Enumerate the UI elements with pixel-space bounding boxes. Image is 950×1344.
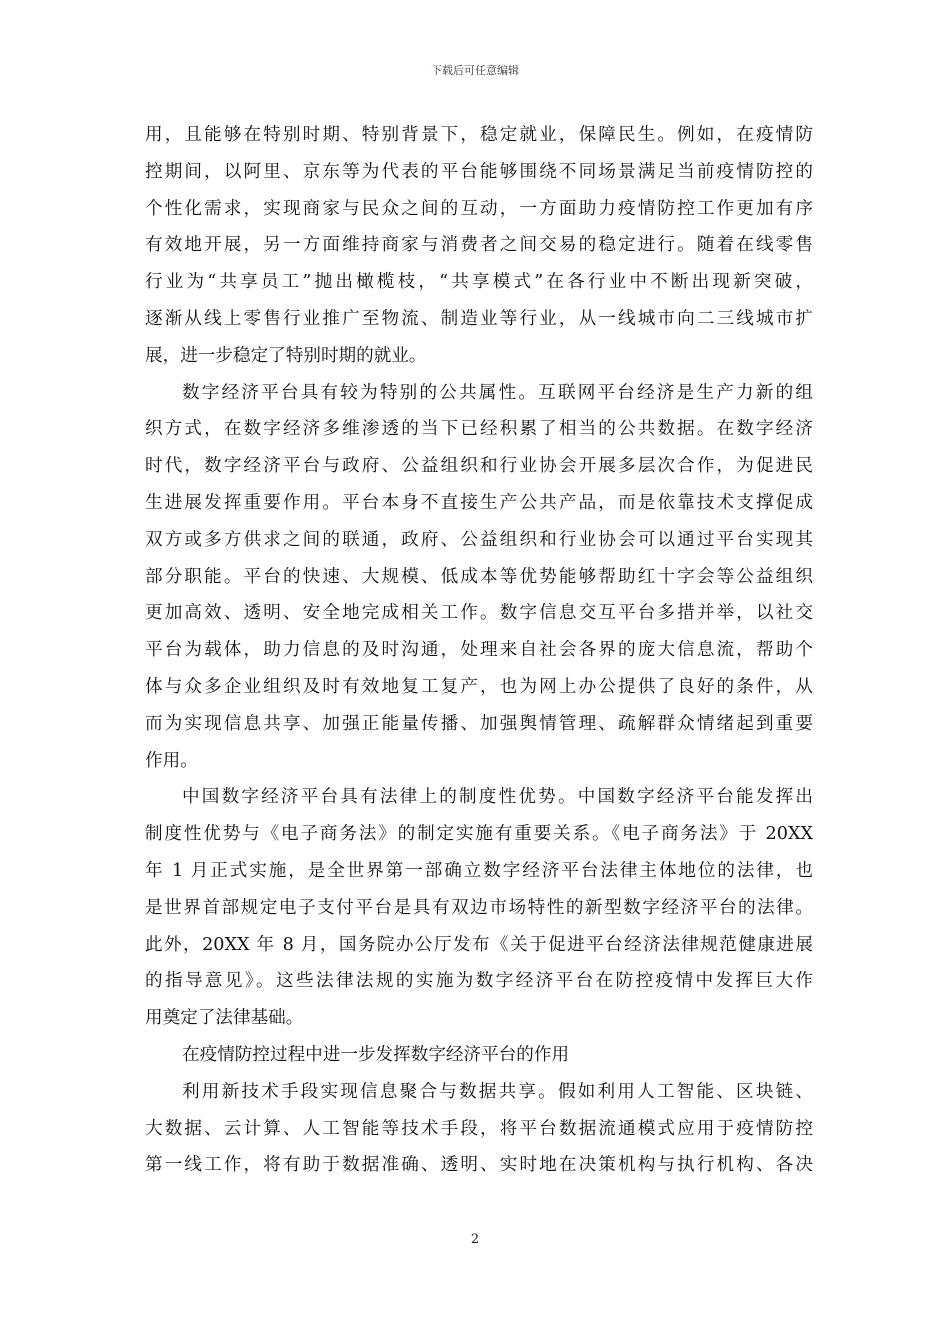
text-line: 在疫情防控过程中进一步发挥数字经济平台的作用 [182, 1044, 570, 1065]
document-body [145, 117, 813, 1184]
text-line: 而为实现信息共享、加强正能量传播、加强舆情管理、疏解群众情绪起到重要 [145, 713, 813, 734]
text-line: 行业为“共享员工”抛出橄榄枝，“共享模式”在各行业中不断出现新突破， [145, 272, 813, 293]
text-line: 此外，20XX 年 8 月，国务院办公厅发布《关于促进平台经济法律规范健康进展 [145, 934, 813, 955]
text-line: 部分职能。平台的快速、大规模、低成本等优势能够帮助红十字会等公益组织 [145, 566, 813, 587]
text-line: 作用。 [145, 750, 198, 771]
text-line: 展，进一步稳定了特别时期的就业。 [145, 345, 427, 366]
text-line: 织方式，在数字经济多维渗透的当下已经积累了相当的公共数据。在数字经济 [145, 419, 813, 440]
text-line: 的指导意见》。这些法律法规的实施为数字经济平台在防控疫情中发挥巨大作 [145, 971, 813, 992]
text-line: 制度性优势与《电子商务法》的制定实施有重要关系。《电子商务法》于 20XX [145, 824, 813, 845]
text-line: 体与众多企业组织及时有效地复工复产，也为网上办公提供了良好的条件，从 [145, 676, 813, 697]
text-line: 中国数字经济平台具有法律上的制度性优势。中国数字经济平台能发挥出 [182, 787, 813, 808]
text-line: 逐渐从线上零售行业推广至物流、制造业等行业，从一线城市向二三线城市扩 [145, 308, 813, 329]
text-line: 个性化需求，实现商家与民众之间的互动，一方面助力疫情防控工作更加有序 [145, 198, 813, 219]
text-line: 数字经济平台具有较为特别的公共属性。互联网平台经济是生产力新的组 [182, 382, 813, 403]
text-line: 年 1 月正式实施，是全世界第一部确立数字经济平台法律主体地位的法律，也 [145, 860, 813, 881]
text-line: 有效地开展，另一方面维持商家与消费者之间交易的稳定进行。随着在线零售 [145, 235, 813, 256]
text-line: 大数据、云计算、人工智能等技术手段，将平台数据流通模式应用于疫情防控 [145, 1118, 813, 1139]
text-line: 用，且能够在特别时期、特别背景下，稳定就业，保障民生。例如，在疫情防 [145, 125, 813, 145]
text-line: 利用新技术手段实现信息聚合与数据共享。假如利用人工智能、区块链、 [182, 1081, 813, 1102]
text-line: 时代，数字经济平台与政府、公益组织和行业协会开展多层次合作，为促进民 [145, 456, 813, 477]
page-number: 2 [470, 1232, 480, 1247]
text-line: 是世界首部规定电子支付平台是具有双边市场特性的新型数字经济平台的法律。 [145, 897, 813, 918]
text-line: 第一线工作，将有助于数据准确、透明、实时地在决策机构与执行机构、各决 [145, 1155, 813, 1176]
text-line: 平台为载体，助力信息的及时沟通，处理来自社会各界的庞大信息流，帮助个 [145, 640, 813, 661]
text-line: 生进展发挥重要作用。平台本身不直接生产公共产品，而是依靠技术支撑促成 [145, 492, 813, 513]
text-line: 用奠定了法律基础。 [145, 1008, 304, 1029]
text-line: 控期间，以阿里、京东等为代表的平台能够围绕不同场景满足当前疫情防控的 [145, 161, 813, 182]
text-line: 更加高效、透明、安全地完成相关工作。数字信息交互平台多措并举，以社交 [145, 603, 813, 624]
page-header: 下载后可任意编辑 [431, 64, 519, 77]
text-line: 双方或多方供求之间的联通，政府、公益组织和行业协会可以通过平台实现其 [145, 529, 813, 550]
